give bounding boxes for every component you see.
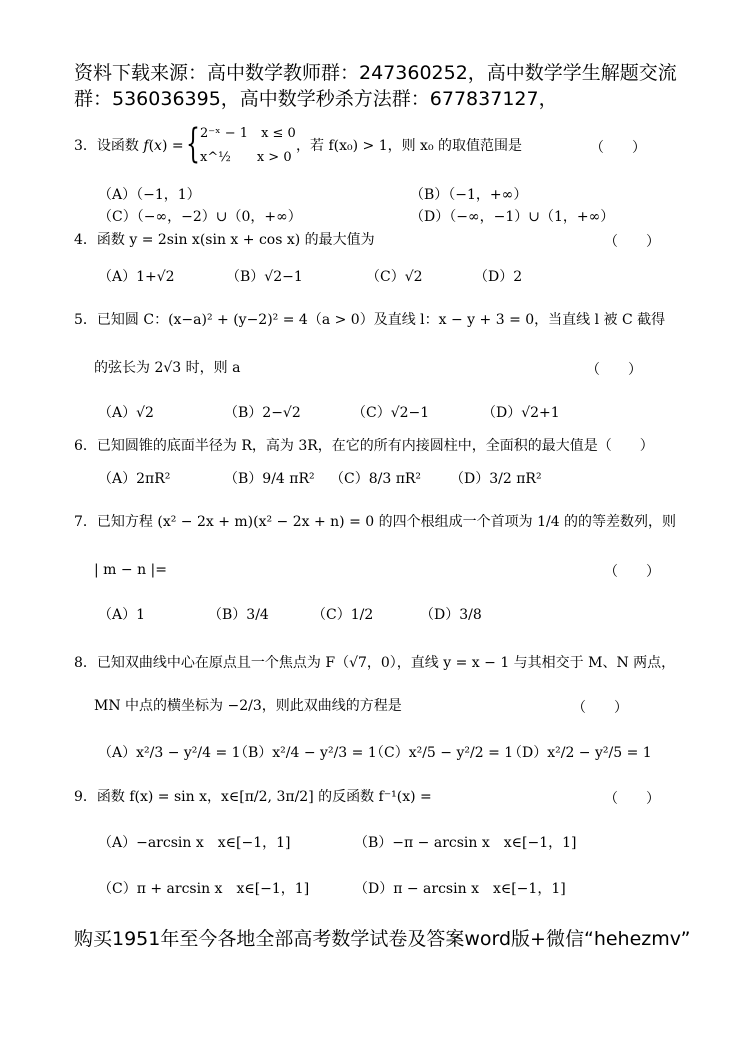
q4-answer-bracket: （ ） [604, 234, 660, 250]
q5-option-d: （D）√2+1 [482, 405, 560, 421]
q3-stem-lead: 3．设函数 f(x) = [74, 138, 184, 154]
q3-piece-1: 2⁻ˣ − 1 x ≤ 0 [200, 126, 296, 141]
q5-answer-bracket: （ ） [586, 362, 642, 378]
q5-option-a: （A）√2 [98, 405, 154, 421]
q9-option-d: （D）π − arcsin x x∈[−1，1] [354, 881, 566, 897]
q9-answer-bracket: （ ） [604, 791, 660, 807]
q3-option-d: （D）（−∞，−1）∪（1，+∞） [410, 209, 615, 225]
q8-option-a: （A）x²/3 − y²/4 = 1 [98, 745, 241, 761]
q8-option-b: （B）x²/4 − y²/3 = 1 [234, 745, 377, 761]
q7-option-b: （B）3/4 [208, 607, 269, 623]
q3-answer-bracket: （ ） [590, 140, 646, 156]
q8-option-d: （D）x²/2 − y²/5 = 1 [508, 745, 652, 761]
q9-option-b: （B）−π − arcsin x x∈[−1，1] [354, 835, 577, 851]
q6-option-a: （A）2πR² [98, 471, 171, 487]
q8-answer-bracket: （ ） [572, 700, 628, 716]
q9-stem: 9．函数 f(x) = sin x，x∈[π/2, 3π/2] 的反函数 f⁻¹(x) = [74, 789, 432, 805]
q7-option-a: （A）1 [98, 607, 146, 623]
q8-stem-line1: 8．已知双曲线中心在原点且一个焦点为 F（√7，0），直线 y = x − 1 与其相交于 M、N 两点， [74, 655, 676, 671]
q7-option-c: （C）1/2 [312, 607, 374, 623]
q7-stem-line2: | m − n |= [94, 562, 167, 578]
q7-stem-line1: 7．已知方程 (x² − 2x + m)(x² − 2x + n) = 0 的四个根组成一个首项为 1/4 的的等差数列，则 [74, 514, 677, 530]
q3-stem-tail: ，若 f(x₀) > 1，则 x₀ 的取值范围是 [296, 138, 523, 154]
q5-option-c: （C）√2−1 [352, 405, 430, 421]
q3-option-b: （B）（−1，+∞） [410, 187, 528, 203]
q6-option-c: （C）8/3 πR² [330, 471, 422, 487]
q4-option-b: （B）√2−1 [226, 269, 303, 285]
q7-answer-bracket: （ ） [604, 564, 660, 580]
q9-option-a: （A）−arcsin x x∈[−1，1] [98, 835, 291, 851]
q8-stem-line2: MN 中点的横坐标为 −2/3，则此双曲线的方程是 [94, 698, 402, 714]
q3-option-c: （C）（−∞，−2）∪（0，+∞） [98, 209, 302, 225]
q8-option-c: （C）x²/5 − y²/2 = 1 [370, 745, 514, 761]
source-header: 资料下载来源：高中数学教师群：247360252，高中数学学生解题交流群：536036395，高中数学秒杀方法群：677837127， [74, 62, 677, 110]
q4-option-a: （A）1+√2 [98, 269, 175, 285]
q5-stem-line2: 的弦长为 2√3 时，则 a [94, 360, 241, 376]
q3-brace: { [186, 121, 200, 167]
q4-option-d: （D）2 [474, 269, 523, 285]
purchase-footer: 购买1951年至今各地全部高考数学试卷及答案word版+微信“hehezmv” [74, 928, 691, 950]
q7-option-d: （D）3/8 [420, 607, 482, 623]
q6-option-d: （D）3/2 πR² [450, 471, 542, 487]
q4-stem: 4．函数 y = 2sin x(sin x + cos x) 的最大值为 [74, 232, 375, 248]
q4-option-c: （C）√2 [366, 269, 423, 285]
q6-option-b: （B）9/4 πR² [224, 471, 315, 487]
q3-piece-2: x^½ x > 0 [200, 150, 292, 165]
q9-option-c: （C）π + arcsin x x∈[−1，1] [98, 881, 310, 897]
q5-stem-line1: 5．已知圆 C：(x−a)² + (y−2)² = 4（a > 0）及直线 l：x − y + 3 = 0，当直线 l 被 C 截得 [74, 312, 666, 328]
q6-stem: 6．已知圆锥的底面半径为 R，高为 3R，在它的所有内接圆柱中，全面积的最大值是（ ） [74, 438, 654, 454]
q3-option-a: （A）（−1，1） [98, 187, 201, 203]
q5-option-b: （B）2−√2 [224, 405, 301, 421]
